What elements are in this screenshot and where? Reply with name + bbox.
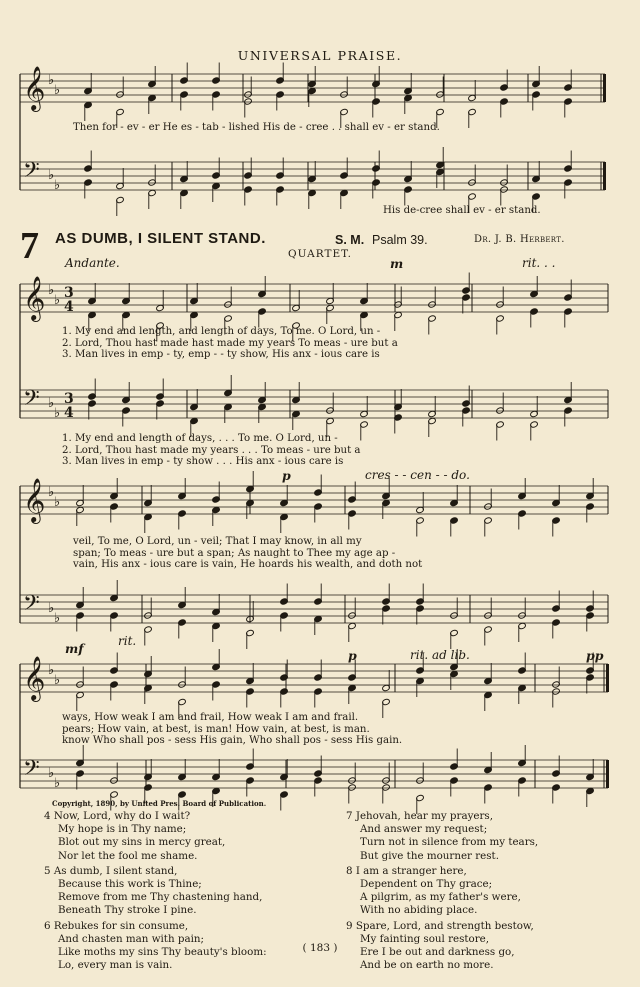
verse-line: My fainting soul restore, (360, 932, 490, 945)
verse-line: 6 Rebukes for sin consume, (44, 919, 189, 932)
hymn-number: 7 (20, 225, 39, 267)
system1-treble-verse-1: 1. My end and length, and length of days, To me. O Lord, un - (62, 326, 381, 337)
verse-line: And answer my request; (360, 823, 488, 836)
verse-line: Remove from me Thy chastening hand, (58, 891, 263, 904)
system3-verse-2: pears; How vain, at best, is man! How vain, at best, is man. (62, 723, 370, 735)
flat-sign: ♭ (54, 673, 61, 688)
flat-sign: ♭ (48, 73, 55, 88)
final-bar-thick (603, 162, 606, 190)
verse-line: A pilgrim, as my father's were, (360, 891, 521, 904)
hymn-psalm-reference: Psalm 39. (372, 233, 428, 247)
hymn-voicing: QUARTET. (288, 248, 352, 260)
flat-sign: ♭ (54, 406, 61, 421)
dynamic-p-2: p (348, 648, 357, 663)
dynamic-rit-1: rit. . . (522, 256, 556, 270)
bass-clef: 𝄢 (23, 756, 40, 786)
treble-clef: 𝄞 (23, 656, 46, 700)
flat-sign: ♭ (48, 396, 55, 411)
system1-treble-verse-3: 3. Man lives in emp - ty, emp - - ty show, His anx - ious care is (62, 349, 380, 360)
system1-bass-verse-2: 2. Lord, Thou hast made my years . . . To meas - ure but a (62, 444, 361, 456)
hymn-composer: Dr. J. B. Herbert. (474, 234, 565, 245)
dynamic-crescendo: cres - - cen - - do. (365, 468, 470, 482)
time-signature-bottom: 4 (64, 405, 74, 421)
flat-sign: ♭ (54, 495, 61, 510)
verse-line: And be on earth no more. (360, 959, 494, 972)
top-treble-lyrics: Then for - ev - er He es - tab - lished His de - cree . . shall ev - er stand. (73, 122, 440, 133)
bass-clef: 𝄢 (23, 158, 40, 188)
system3-verse-3: know Who shall pos - sess His gain, Who shall pos - sess His gain. (62, 735, 403, 746)
verse-line: Lo, every man is vain. (58, 959, 173, 972)
system1-bass-verse-1: 1. My end and length of days, . . . To me. O Lord, un - (62, 433, 338, 444)
flat-sign: ♭ (48, 485, 55, 500)
verse-7 (346, 810, 538, 863)
dynamic-rit-ad-lib: rit. ad lib. (410, 648, 470, 662)
dynamic-rit-2: rit. (118, 634, 137, 648)
flat-sign: ♭ (48, 601, 55, 616)
verse-line: Because this work is Thine; (58, 878, 202, 891)
system2-verse-1: veil, To me, O Lord, un - veil; That I may know, in all my (73, 536, 362, 547)
flat-sign: ♭ (48, 168, 55, 183)
dynamic-mf: mf (65, 641, 84, 656)
verse-4 (44, 810, 267, 863)
treble-clef: 𝄞 (23, 66, 46, 110)
bass-clef: 𝄢 (23, 386, 40, 416)
verse-line: Dependent on Thy grace; (360, 878, 493, 891)
tempo-marking: Andante. (65, 256, 120, 270)
verse-line: With no abiding place. (360, 904, 478, 917)
verse-line: 5 As dumb, I silent stand, (44, 864, 178, 877)
system1-bass-verse-3: 3. Man lives in emp - ty show . . . His anx - ious care is (62, 456, 344, 467)
flat-sign: ♭ (54, 83, 61, 98)
dynamic-p-1: p (282, 468, 291, 483)
flat-sign: ♭ (48, 766, 55, 781)
top-bass-lyrics: His de-cree shall ev - er stand. (383, 205, 541, 216)
flat-sign: ♭ (48, 283, 55, 298)
copyright-notice: Copyright, 1890, by United Pres. Board of Publication. (52, 799, 267, 808)
hymn-meter: S. M. (335, 233, 365, 247)
flat-sign: ♭ (54, 611, 61, 626)
flat-sign: ♭ (54, 776, 61, 791)
dynamic-pp: pp (586, 648, 604, 663)
time-signature-bottom: 4 (64, 299, 74, 315)
verse-line: 9 Spare, Lord, and strength bestow, (346, 919, 534, 932)
verse-line: 4 Now, Lord, why do I wait? (44, 810, 191, 822)
verse-line: Ere I be out and darkness go, (360, 946, 515, 959)
treble-clef: 𝄞 (23, 276, 46, 320)
dynamic-m: m (390, 256, 404, 271)
final-bar-thick (606, 760, 609, 788)
running-title: UNIVERSAL PRAISE. (237, 48, 403, 63)
system2-verse-2: span; To meas - ure but a span; As naught to Thee my age ap - (73, 547, 396, 559)
flat-sign: ♭ (48, 663, 55, 678)
flat-sign: ♭ (54, 178, 61, 193)
system3-verse-1: ways, How weak I am and frail, How weak I am and frail. (62, 712, 359, 723)
verse-line: But give the mourner rest. (360, 849, 499, 862)
verse-line: Like moths my sins Thy beauty's bloom: (58, 946, 267, 959)
verse-5 (44, 865, 267, 918)
time-signature-top: 3 (64, 285, 74, 301)
system2-verse-3: vain, His anx - ious care is vain, He hoards his wealth, and doth not (73, 559, 423, 570)
verse-line: Beneath Thy stroke I pine. (58, 904, 197, 917)
verse-line: 8 I am a stranger here, (346, 864, 467, 877)
verse-8 (346, 865, 538, 918)
verse-line: My hope is in Thy name; (58, 823, 187, 836)
final-bar-thick (606, 664, 609, 692)
time-signature-top: 3 (64, 391, 74, 407)
bass-clef: 𝄢 (23, 591, 40, 621)
verse-line: And chasten man with pain; (58, 932, 204, 945)
verse-line: 7 Jehovah, hear my prayers, (346, 810, 493, 822)
verse-line: Blot out my sins in mercy great, (58, 836, 226, 849)
page-number: ( 183 ) (302, 942, 338, 954)
treble-clef: 𝄞 (23, 478, 46, 522)
system1-treble-verse-2: 2. Lord, Thou hast made hast made my years To meas - ure but a (62, 337, 398, 349)
verse-line: Turn not in silence from my tears, (360, 836, 539, 849)
final-bar-thick (603, 74, 606, 102)
verse-line: Nor let the fool me shame. (58, 849, 198, 862)
hymn-title: AS DUMB, I SILENT STAND. (55, 230, 266, 247)
flat-sign: ♭ (54, 293, 61, 308)
